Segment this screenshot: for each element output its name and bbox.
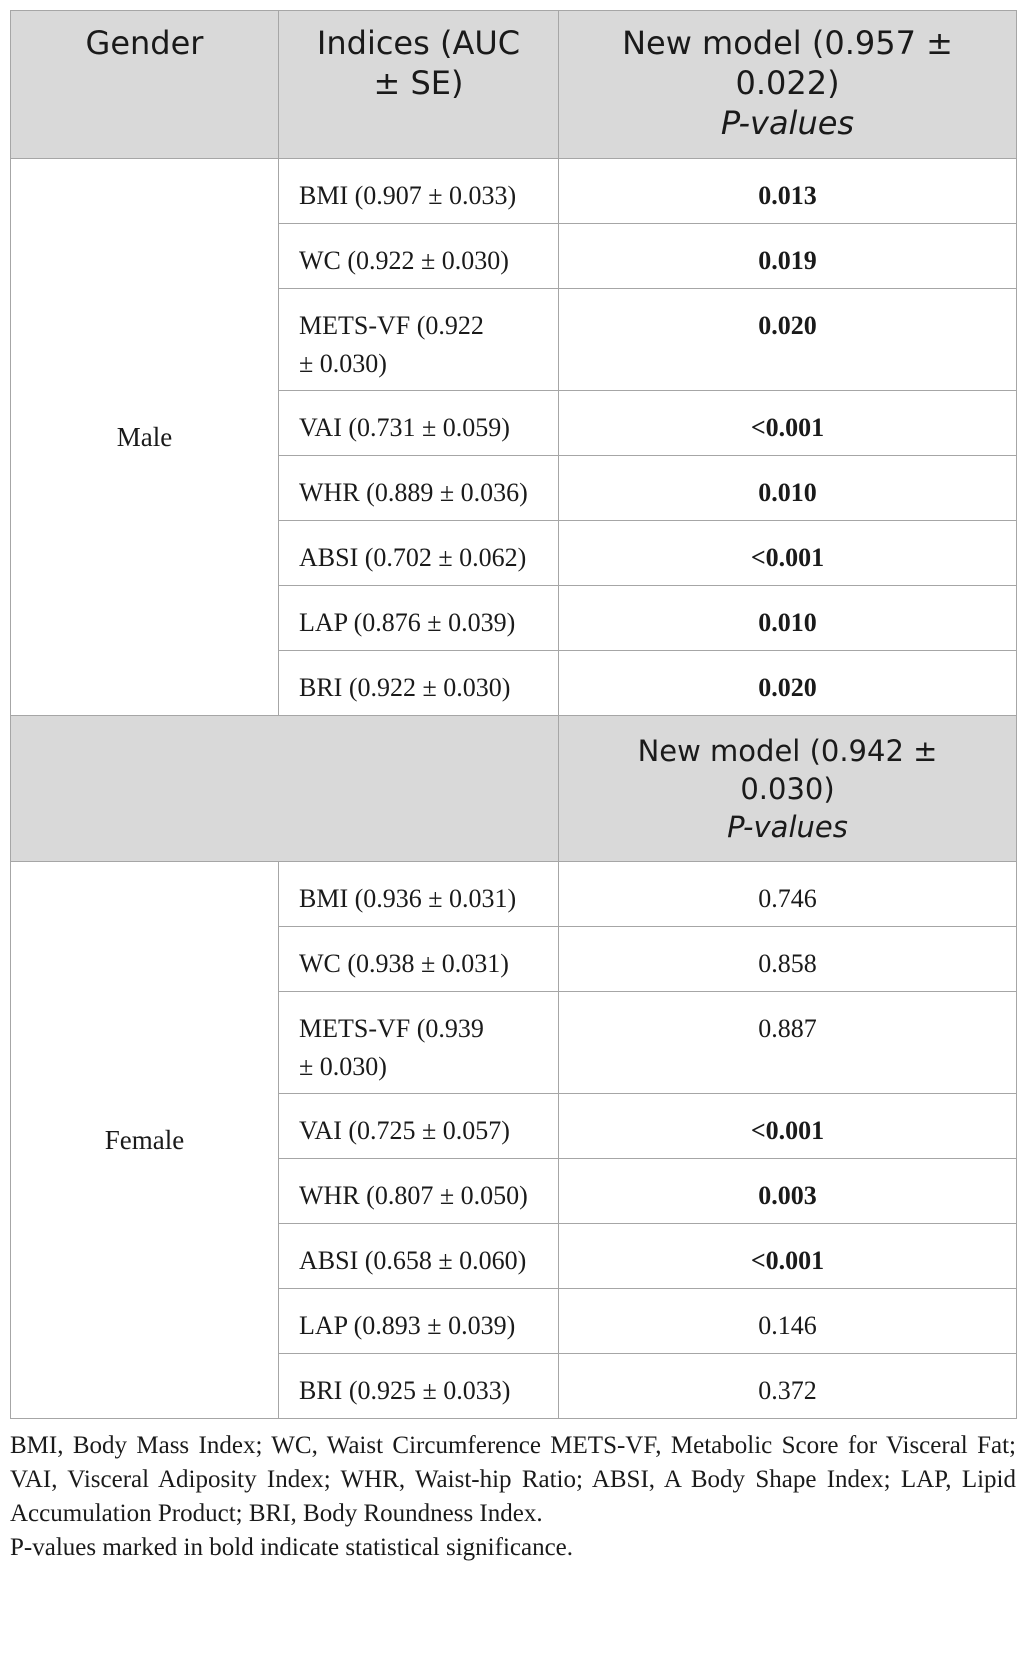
index-cell: BRI (0.925 ± 0.033): [279, 1354, 559, 1419]
female-pvalues-label: P-values: [727, 810, 848, 844]
pvalue-cell: <0.001: [559, 1224, 1017, 1289]
gender-cell-female: Female: [11, 862, 279, 1419]
pvalue-cell: <0.001: [559, 391, 1017, 456]
footnote-abbreviations: BMI, Body Mass Index; WC, Waist Circumference METS-VF, Metabolic Score for Visceral Fat; VAI, Visceral Adiposity Index; WHR, Waist-hip Ratio; ABSI, A Body Shape Index; LAP, Lipid Accumulation Product; BRI, Body Roundness Index.: [10, 1432, 1016, 1527]
female-header-row: [11, 716, 1017, 862]
pvalue-cell: 0.003: [559, 1159, 1017, 1224]
male-pvalues-label: P-values: [720, 104, 855, 142]
header-row: [11, 11, 1017, 159]
index-cell: VAI (0.725 ± 0.057): [279, 1094, 559, 1159]
index-cell: BMI (0.936 ± 0.031): [279, 862, 559, 927]
header-male-model: [559, 11, 1017, 159]
header-indices-label: Indices (AUC ± SE): [316, 24, 521, 102]
pvalue-cell: 0.010: [559, 456, 1017, 521]
pvalue-cell: 0.020: [559, 289, 1017, 391]
pvalue-cell: 0.019: [559, 224, 1017, 289]
footnote-significance: P-values marked in bold indicate statistical significance.: [10, 1534, 574, 1561]
index-cell: WHR (0.889 ± 0.036): [279, 456, 559, 521]
index-cell: LAP (0.893 ± 0.039): [279, 1289, 559, 1354]
header-indices: [279, 11, 559, 159]
index-cell: [279, 289, 559, 391]
pvalue-cell: <0.001: [559, 1094, 1017, 1159]
table-row: [11, 862, 1017, 927]
index-cell: WC (0.922 ± 0.030): [279, 224, 559, 289]
index-cell: LAP (0.876 ± 0.039): [279, 586, 559, 651]
table-row: [11, 159, 1017, 224]
index-text: METS-VF (0.922 ± 0.030): [299, 311, 484, 378]
male-model-label: New model (0.957 ± 0.022): [622, 24, 953, 102]
pvalue-cell: 0.887: [559, 992, 1017, 1094]
pvalue-cell: 0.858: [559, 927, 1017, 992]
pvalue-cell: 0.746: [559, 862, 1017, 927]
pvalue-cell: 0.010: [559, 586, 1017, 651]
female-header-blank: [11, 716, 559, 862]
female-model-label: New model (0.942 ± 0.030): [637, 734, 938, 806]
pvalue-cell: 0.372: [559, 1354, 1017, 1419]
gender-cell-male: Male: [11, 159, 279, 716]
pvalue-cell: 0.146: [559, 1289, 1017, 1354]
index-cell: BRI (0.922 ± 0.030): [279, 651, 559, 716]
index-text: METS-VF (0.939 ± 0.030): [299, 1014, 484, 1081]
pvalue-cell: 0.020: [559, 651, 1017, 716]
header-gender: Gender: [11, 11, 279, 159]
index-cell: ABSI (0.658 ± 0.060): [279, 1224, 559, 1289]
pvalue-cell: <0.001: [559, 521, 1017, 586]
results-table: [10, 10, 1017, 1419]
header-female-model: [559, 716, 1017, 862]
pvalue-cell: 0.013: [559, 159, 1017, 224]
table-footnote: [10, 1429, 1016, 1565]
index-cell: WHR (0.807 ± 0.050): [279, 1159, 559, 1224]
index-cell: BMI (0.907 ± 0.033): [279, 159, 559, 224]
index-cell: VAI (0.731 ± 0.059): [279, 391, 559, 456]
index-cell: WC (0.938 ± 0.031): [279, 927, 559, 992]
index-cell: ABSI (0.702 ± 0.062): [279, 521, 559, 586]
index-cell: [279, 992, 559, 1094]
table-container: [10, 10, 1016, 1565]
